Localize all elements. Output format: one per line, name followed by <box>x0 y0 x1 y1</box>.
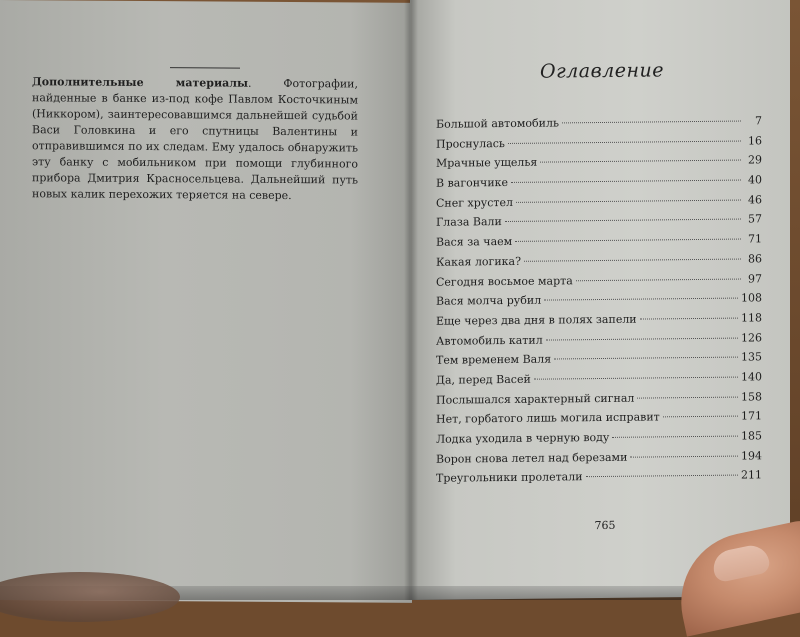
toc-entry-title: Какая логика? <box>436 254 521 269</box>
toc-entry-page: 135 <box>741 350 762 364</box>
toc-leader-dots <box>612 436 738 438</box>
toc-entry-page: 7 <box>755 114 762 128</box>
toc-leader-dots <box>544 298 738 301</box>
toc-leader-dots <box>562 121 741 124</box>
additional-materials-paragraph <box>32 74 358 204</box>
toc-entry-title: Лодка уходила в черную воду <box>436 430 610 446</box>
toc-leader-dots <box>516 199 741 202</box>
toc-entry-page: 171 <box>741 409 762 423</box>
right-page <box>410 0 790 600</box>
toc-leader-dots <box>508 140 741 143</box>
toc-leader-dots <box>515 239 741 242</box>
toc-entry-title: Снег хрустел <box>436 195 513 210</box>
toc-leader-dots <box>640 317 738 319</box>
toc-entry-title: Тем временем Валя <box>436 352 552 367</box>
toc-leader-dots <box>540 160 741 163</box>
additional-materials-heading: Дополнительные материалы <box>32 75 249 90</box>
toc-leader-dots <box>630 455 738 457</box>
thumbnail-nail <box>710 542 771 583</box>
book-gutter <box>404 0 418 600</box>
toc-leader-dots <box>511 180 741 183</box>
toc-leader-dots <box>524 258 741 261</box>
toc-entry-title: Мрачные ущелья <box>436 156 538 171</box>
toc-leader-dots <box>554 357 738 360</box>
toc-leader-dots <box>586 475 738 478</box>
toc-entry-title: Автомобиль катил <box>436 333 543 348</box>
page-number: 765 <box>594 518 616 533</box>
toc-entry-page: 46 <box>748 193 762 207</box>
toc-entry-page: 97 <box>748 271 762 285</box>
toc-leader-dots <box>663 416 738 418</box>
toc-entry-page: 108 <box>741 291 762 305</box>
toc-entry-title: В вагончике <box>436 176 509 190</box>
toc-entry-title: Да, перед Васей <box>436 372 531 387</box>
left-finger <box>0 572 180 622</box>
toc-entry-title: Глаза Вали <box>436 215 502 230</box>
toc-entry-title: Вася за чаем <box>436 235 513 249</box>
toc-entry-page: 16 <box>748 134 762 148</box>
toc-leader-dots <box>546 337 738 340</box>
toc-entry-title: Проснулась <box>436 136 505 151</box>
toc-leader-dots <box>505 219 741 222</box>
toc-entry-title: Большой автомобиль <box>436 116 559 131</box>
toc-leader-dots <box>576 278 741 281</box>
table-of-contents <box>436 114 762 491</box>
toc-entry-title: Послышался характерный сигнал <box>436 391 635 407</box>
additional-materials-body: . Фотографии, найденные в банке из-под кофе Павлом Косточкиным (Никкором), заинтересовавшимся дальнейшей судьбой Васи Головкина и его спутницы Валентины и отправившимся по их следам. Ему удалось обнаружить эту банку с мобильником при помощи глубинного прибора Дмитрия Красносельцева. Дальнейший путь новых калик перехожих теряется на севере. <box>32 76 359 203</box>
toc-entry-page: 158 <box>741 389 762 404</box>
toc-leader-dots <box>637 396 738 398</box>
toc-entry-page: 57 <box>748 212 762 226</box>
toc-entry-page: 40 <box>748 173 762 187</box>
toc-entry-title: Ворон снова летел над березами <box>436 450 628 466</box>
section-rule <box>170 67 240 68</box>
toc-entry-title: Нет, горбатого лишь могила исправит <box>436 410 660 427</box>
toc-entry <box>436 469 762 492</box>
toc-entry-page: 140 <box>741 370 762 384</box>
toc-heading: Оглавление <box>540 59 665 83</box>
toc-leader-dots <box>534 377 738 380</box>
toc-entry-title: Еще через два дня в полях запели <box>436 312 637 328</box>
toc-entry-title: Треугольники пролетали <box>436 470 583 486</box>
toc-entry-page: 118 <box>741 311 762 325</box>
toc-entry-page: 29 <box>748 153 762 167</box>
toc-entry-page: 185 <box>741 429 762 443</box>
toc-entry-page: 86 <box>748 252 762 266</box>
toc-entry-page: 126 <box>741 330 762 345</box>
toc-entry-title: Сегодня восьмое марта <box>436 273 573 289</box>
toc-entry-page: 71 <box>748 232 762 246</box>
toc-entry-title: Вася молча рубил <box>436 293 542 308</box>
left-page <box>0 0 412 603</box>
toc-entry-page: 194 <box>741 449 762 463</box>
toc-entry-page: 211 <box>741 468 762 482</box>
